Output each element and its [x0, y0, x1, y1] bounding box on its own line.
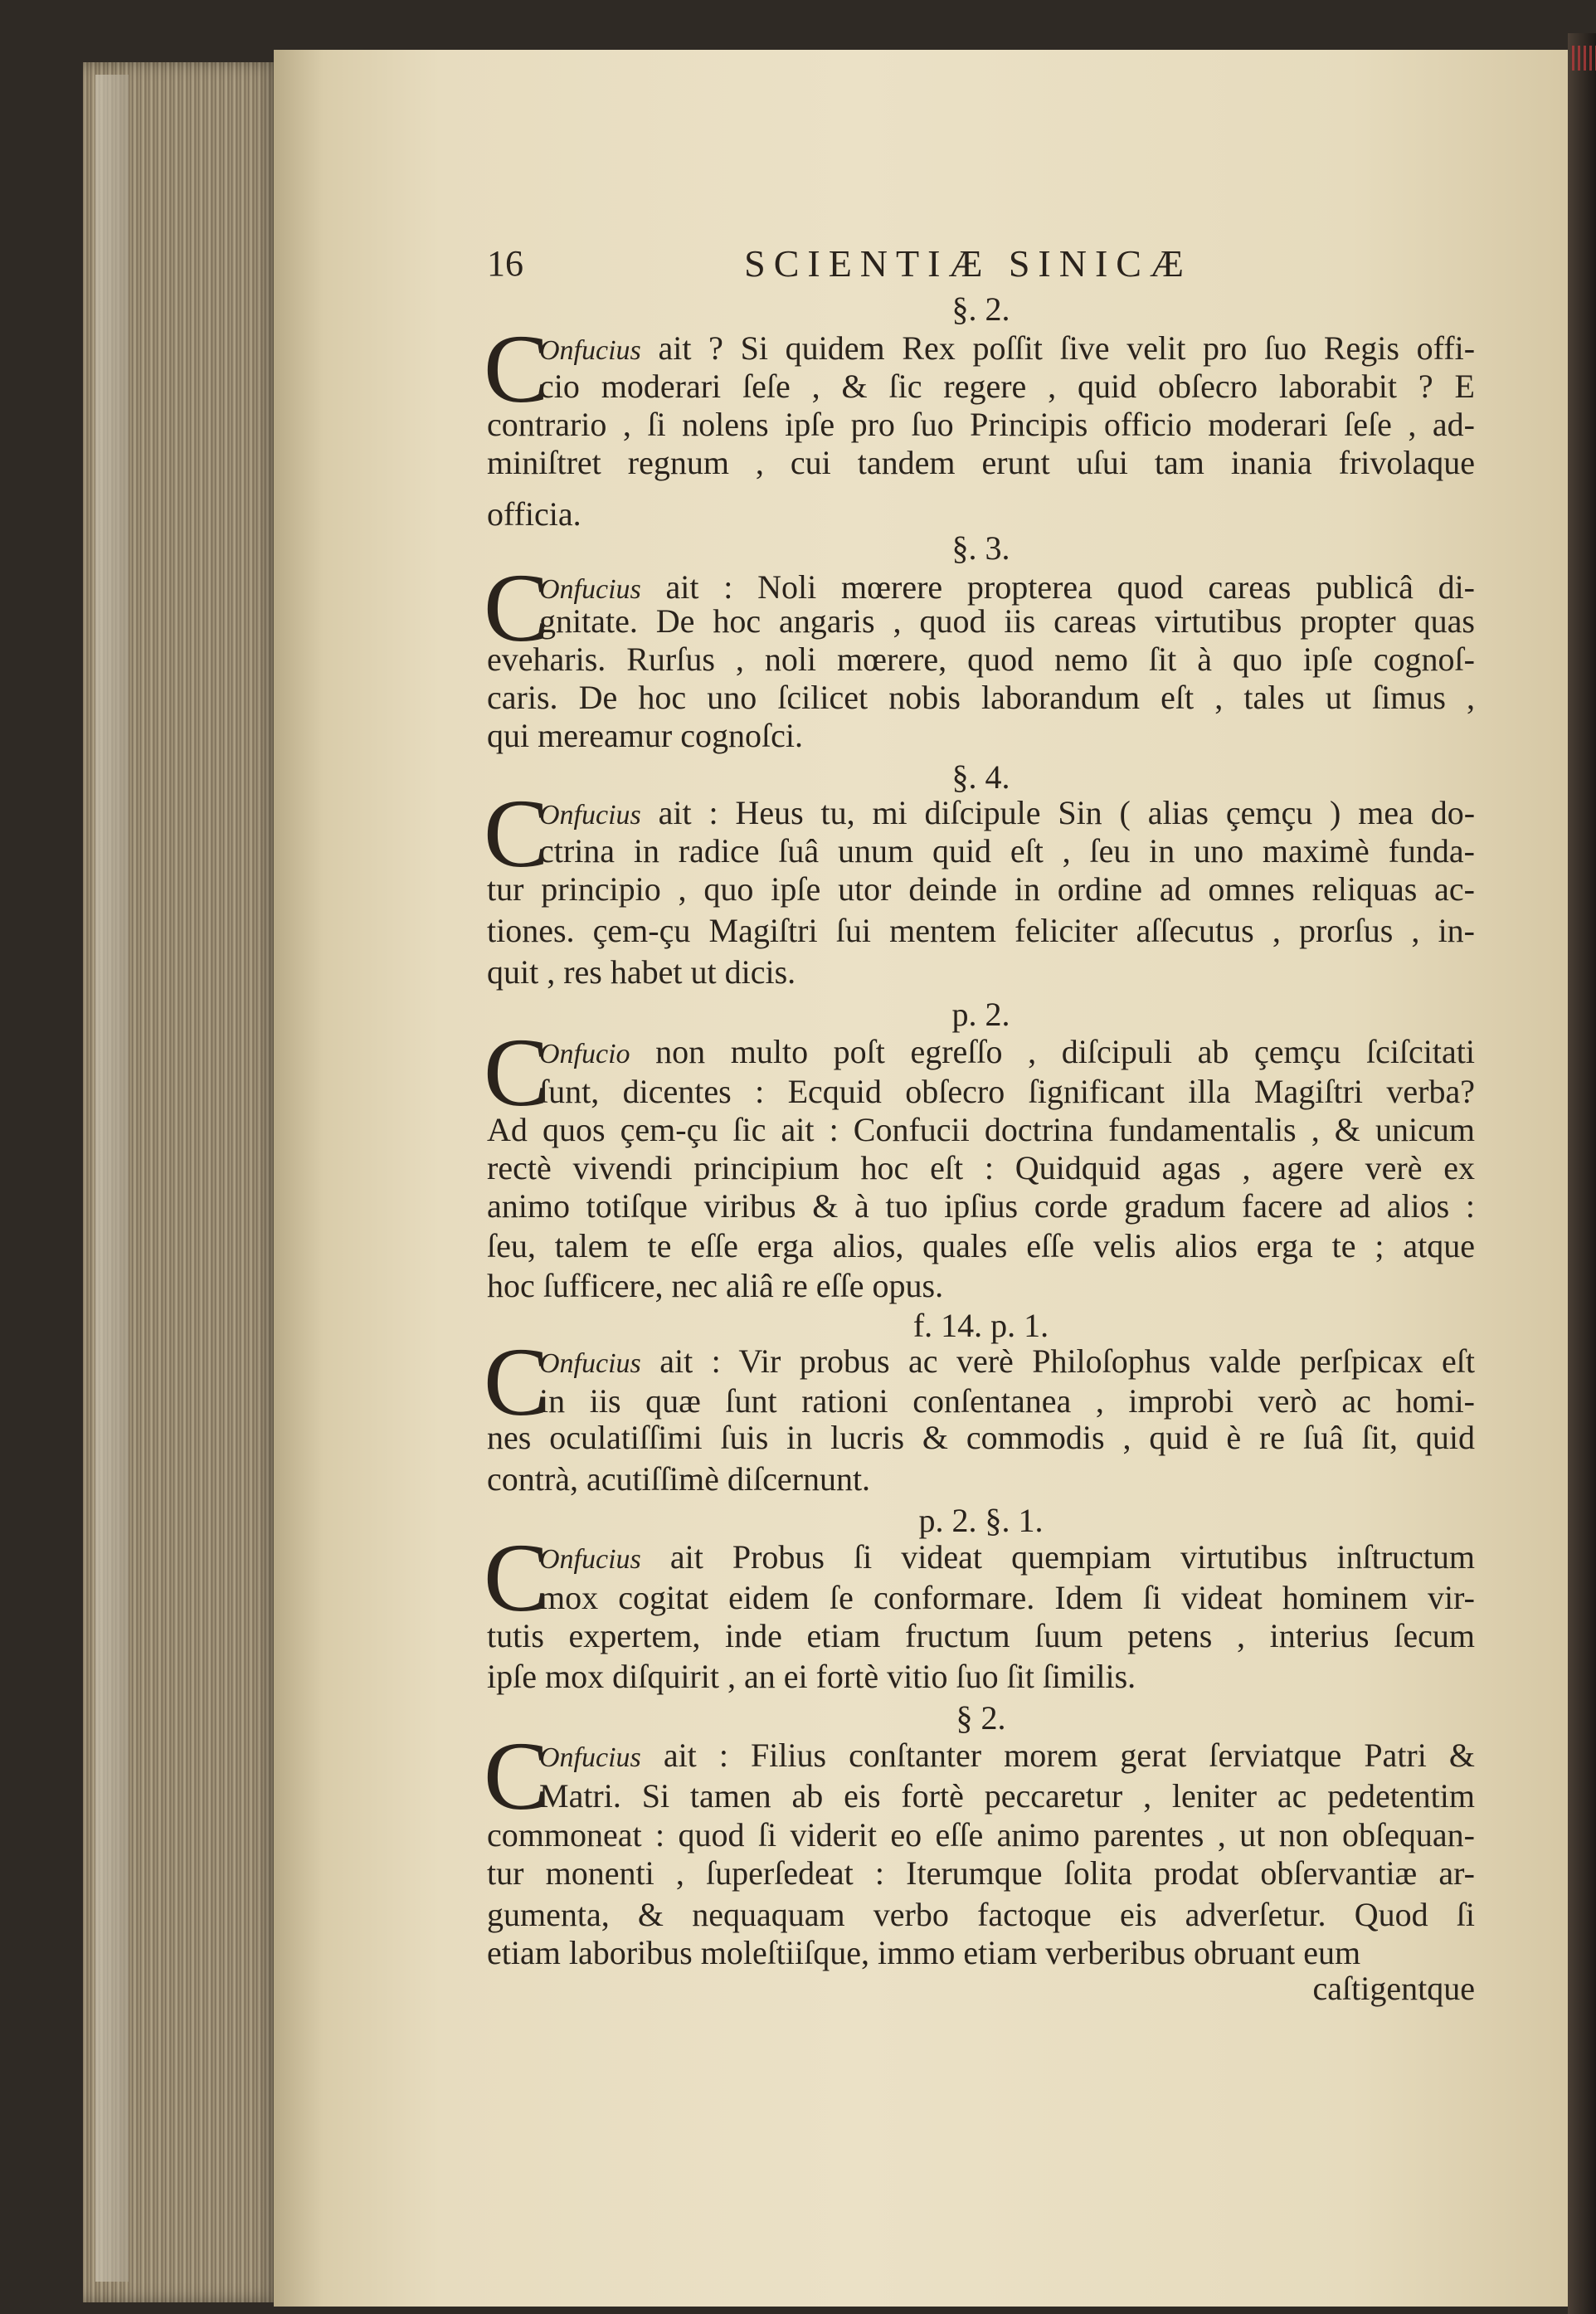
text-line: etiam laboribus moleſtiiſque, immo etiam verberibus obruant eum	[487, 1934, 1361, 1971]
text-line: ſeu, talem te eſſe erga alios, quales eſſe velis alios erga te ; atque	[487, 1227, 1475, 1264]
text-line: nes oculatiſſimi ſuis in lucris & commodis , quid è re ſuâ ſit, quid	[487, 1419, 1475, 1456]
text-line: cio moderari ſeſe , & ſic regere , quid obſecro laborabit ? E	[539, 368, 1475, 405]
drop-cap: C	[484, 1722, 549, 1830]
text-line: in iis quæ ſunt rationi conſentanea , improbi verò ac homi-	[539, 1382, 1475, 1420]
text-line: caris. De hoc uno ſcilicet nobis laborandum eſt , tales ut ſimus ,	[487, 679, 1475, 716]
facing-page-edge	[1568, 33, 1596, 2314]
text-line: Matri. Si tamen ab eis fortè peccaretur , leniter ac pedetentim	[539, 1777, 1475, 1815]
text-line	[539, 329, 1475, 368]
text-line: contrà, acutiſſimè diſcernunt.	[487, 1460, 871, 1498]
section-heading: §. 2.	[951, 290, 1010, 328]
section-heading: p. 2.	[951, 996, 1010, 1033]
text-line: officia.	[487, 495, 581, 533]
text-line: commoneat : quod ſi viderit eo eſſe animo parentes , ut non obſequan-	[487, 1816, 1475, 1854]
line-text: non multo poſt egreſſo , diſcipuli ab çemçu ſciſcitati	[655, 1033, 1476, 1070]
text-line: gumenta, & nequaquam verbo factoque eis adverſetur. Quod ſi	[487, 1896, 1475, 1933]
drop-cap: C	[484, 314, 549, 423]
text-line: tutis expertem, inde etiam fructum ſuum petens , interius ſecum	[487, 1617, 1475, 1654]
text-line: mox cogitat eidem ſe conformare. Idem ſi videat hominem vir-	[539, 1579, 1475, 1616]
page-stack-highlight	[95, 75, 129, 2282]
lead-word: Onfucius	[539, 335, 641, 366]
text-line: Ad quos çem-çu ſic ait : Confucii doctrina fundamentalis , & unicum	[487, 1111, 1475, 1148]
lead-word: Onfucius	[539, 800, 641, 831]
section-heading: § 2.	[956, 1699, 1006, 1737]
text-line	[539, 1537, 1475, 1577]
drop-cap: C	[484, 1328, 549, 1436]
drop-cap: C	[484, 553, 549, 662]
text-line	[539, 1736, 1475, 1776]
line-text: ait Probus ſi videat quempiam virtutibus inſtructum	[669, 1538, 1475, 1576]
text-line: quit , res habet ut dicis.	[487, 953, 796, 991]
drop-cap: C	[484, 1523, 549, 1632]
line-text: ait ? Si quidem Rex poſſit ſive velit pro ſuo Regis offi-	[658, 329, 1476, 367]
red-edge-marks	[1572, 46, 1596, 71]
section-heading: f. 14. p. 1.	[912, 1307, 1049, 1344]
text-line: hoc ſufficere, nec aliâ re eſſe opus.	[487, 1267, 944, 1304]
text-line: miniſtret regnum , cui tandem erunt uſui tam inania frivolaque	[487, 444, 1475, 481]
text-line	[539, 1032, 1475, 1072]
text-line: rectè vivendi principium hoc eſt : Quidquid agas , agere verè ex	[487, 1149, 1475, 1186]
text-line: qui mereamur cognoſci.	[487, 717, 803, 754]
catchword: caſtigentque	[1312, 1970, 1475, 2007]
line-text: ait : Heus tu, mi diſcipule Sin ( alias çemçu ) mea do-	[658, 794, 1476, 831]
text-line: ſunt, dicentes : Ecquid obſecro ſignificant illa Magiſtri verba?	[539, 1073, 1475, 1110]
lead-word: Onfucius	[539, 574, 641, 605]
text-line: gnitate. De hoc angaris , quod iis careas virtutibus propter quas	[539, 602, 1475, 640]
lead-word: Onfucius	[539, 1348, 641, 1379]
line-text: ait : Vir probus ac verè Philoſophus valde perſpicax eſt	[659, 1342, 1476, 1380]
lead-word: Onfucio	[539, 1039, 630, 1069]
text-line: contrario , ſi nolens ipſe pro ſuo Principis officio moderari ſeſe , ad-	[487, 406, 1475, 443]
line-text: ait : Noli mœrere propterea quod careas publicâ di-	[665, 568, 1476, 606]
text-line: animo totiſque viribus & à tuo ipſius corde gradum facere ad alios :	[487, 1187, 1475, 1225]
text-line	[539, 1342, 1475, 1381]
text-line: tur monenti , ſuperſedeat : Iterumque ſolita prodat obſervantiæ ar-	[487, 1854, 1475, 1892]
text-line: ipſe mox diſquirit , an ei fortè vitio ſuo ſit ſimilis.	[487, 1658, 1136, 1695]
drop-cap: C	[484, 779, 549, 888]
running-title: SCIENTIÆ SINICÆ	[744, 242, 1192, 285]
section-heading: §. 3.	[951, 529, 1010, 567]
lead-word: Onfucius	[539, 1742, 641, 1773]
text-line: tur principio , quo ipſe utor deinde in ordine ad omnes reliquas ac-	[487, 870, 1475, 908]
page-number: 16	[487, 243, 523, 284]
text-line: eveharis. Rurſus , noli mœrere, quod nemo ſit à quo ipſe cognoſ-	[487, 641, 1475, 678]
lead-word: Onfucius	[539, 1544, 641, 1575]
text-line: tiones. çem-çu Magiſtri ſui mentem feliciter aſſecutus , prorſus , in-	[487, 912, 1475, 949]
text-line: ctrina in radice ſuâ unum quid eſt , ſeu in uno maximè funda-	[539, 832, 1475, 870]
section-heading: §. 4.	[951, 758, 1010, 796]
section-heading: p. 2. §. 1.	[918, 1502, 1044, 1539]
drop-cap: C	[484, 1018, 549, 1127]
line-text: ait : Filius conſtanter morem gerat ſerviatque Patri &	[663, 1737, 1475, 1774]
text-line	[539, 793, 1475, 833]
